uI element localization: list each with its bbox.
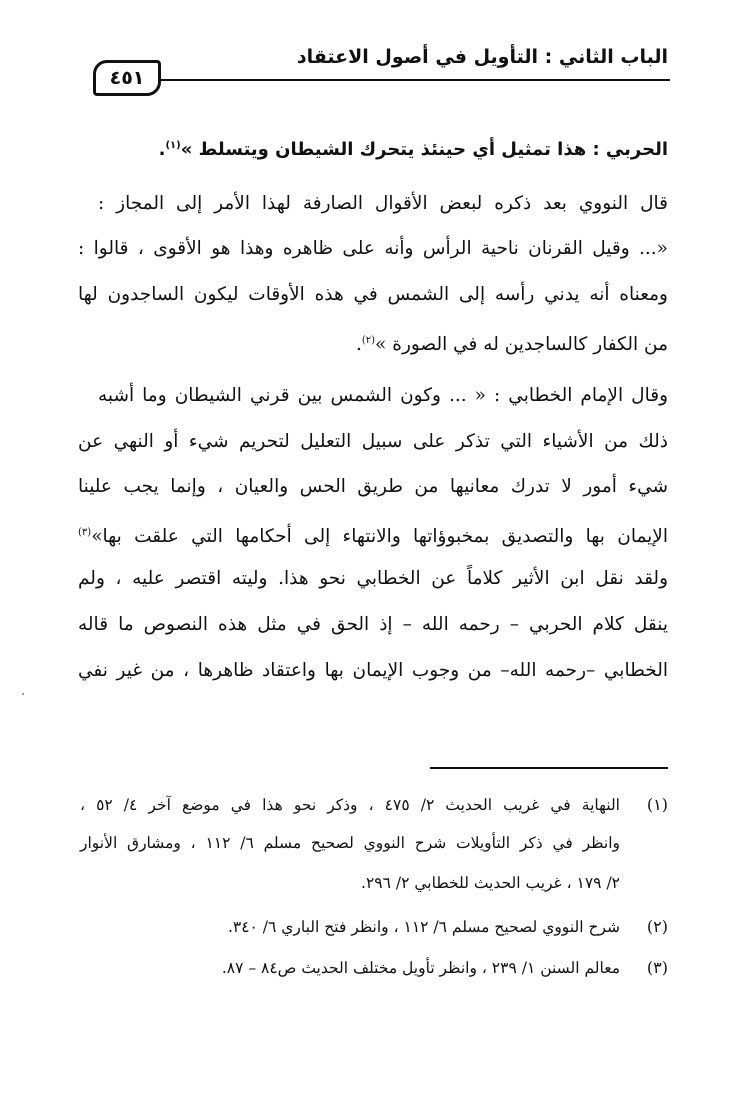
footnote-ref-3: (٣) — [78, 527, 92, 538]
body-line-7: ذلك من الأشياء التي تذكر على سبيل التعليل لتحريم شيء أو النهي عن — [78, 431, 668, 452]
margin-speck — [22, 693, 24, 695]
body-line-1-tail: . — [158, 139, 166, 160]
body-line-9 — [78, 515, 668, 555]
body-line-10: ولقد نقل ابن الأثير كلاماً عن الخطابي نحو هذا. وليته اقتصر عليه ، ولم — [78, 568, 668, 589]
footnote-1-line-3: ٢/ ١٧٩ ، غريب الحديث للخطابي ٢/ ٢٩٦. — [361, 874, 620, 892]
footnote-3-number: (٣) — [646, 958, 668, 977]
page-number-value: ٤٥١ — [109, 66, 145, 89]
footnote-1-number: (١) — [646, 795, 668, 814]
body-line-1 — [78, 128, 668, 168]
footnote-separator — [430, 767, 668, 769]
body-line-11: ينقل كلام الحربي – رحمه الله – إذ الحق في مثل هذه النصوص ما قاله — [78, 614, 668, 635]
body-line-3: «... وقيل القرنان ناحية الرأس وأنه على ظاهره وهذا هو الأقوى ، قالوا : — [78, 238, 668, 259]
footnote-2-number: (٢) — [646, 917, 668, 936]
header-rule — [160, 79, 670, 81]
running-header: الباب الثاني : التأويل في أصول الاعتقاد — [296, 46, 668, 68]
footnote-ref-1: (١) — [165, 140, 181, 151]
footnote-2-line-1: شرح النووي لصحيح مسلم ٦/ ١١٢ ، وانظر فتح الباري ٦/ ٣٤٠. — [227, 918, 620, 936]
body-line-5 — [78, 323, 668, 363]
footnote-1-line-2: وانظر في ذكر التأويلات شرح النووي لصحيح مسلم ٦/ ١١٢ ، ومشارق الأنوار — [80, 834, 620, 852]
body-line-6: وقال الإمام الخطابي : « ... وكون الشمس بين قرني الشيطان وما أشبه — [98, 385, 668, 406]
body-line-4: ومعناه أنه يدني رأسه إلى الشمس في هذه الأوقات ليكون الساجدون لها — [78, 284, 668, 305]
footnote-1-line-1: النهاية في غريب الحديث ٢/ ٤٧٥ ، وذكر نحو هذا في موضع آخر ٤/ ٥٢ ، — [80, 796, 620, 814]
body-line-5-tail: . — [355, 334, 362, 356]
body-line-8: شيء أمور لا تدرك معانيها من طريق الحس والعيان ، وإنما يجب علينا — [78, 476, 668, 497]
footnote-3-line-1: معالم السنن ١/ ٢٣٩ ، وانظر تأويل مختلف الحديث ص٨٤ – ٨٧. — [221, 959, 620, 977]
body-line-1-text: الحربي : هذا تمثيل أي حينئذ يتحرك الشيطان ويتسلط » — [180, 139, 668, 160]
body-line-12: الخطابي –رحمه الله– من وجوب الإيمان بها واعتقاد ظاهرها ، من غير نفي — [78, 660, 668, 681]
page-number — [93, 60, 161, 96]
footnote-ref-2: (٢) — [361, 335, 376, 346]
body-line-9-text: الإيمان بها والتصديق بمخبوؤاتها والانتهاء إلى أحكامها التي علقت بها» — [91, 526, 668, 548]
body-line-2: قال النووي بعد ذكره لبعض الأقوال الصارفة لهذا الأمر إلى المجاز : — [98, 193, 668, 214]
body-line-5-text: من الكفار كالساجدين له في الصورة » — [375, 334, 668, 356]
